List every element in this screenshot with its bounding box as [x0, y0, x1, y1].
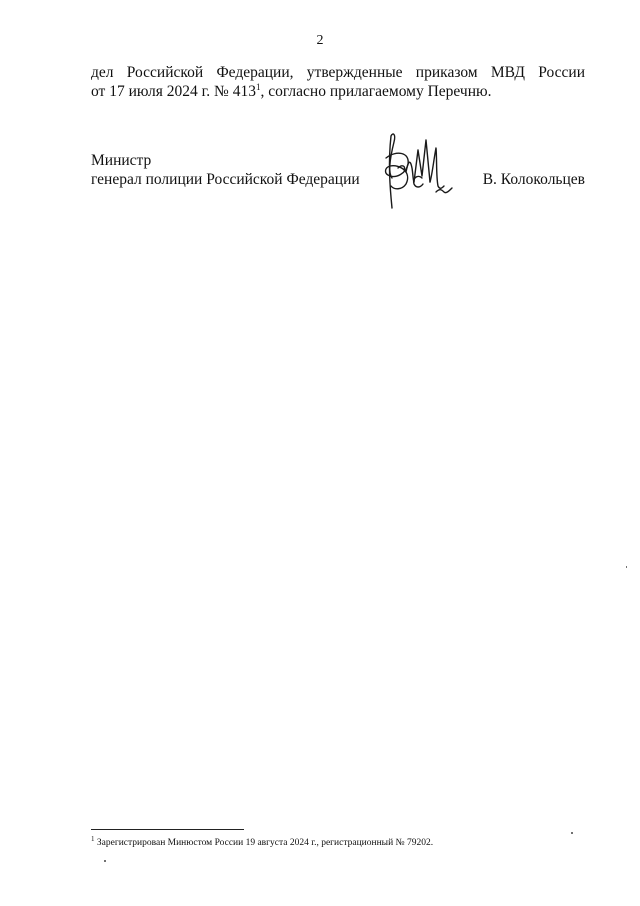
scan-speck	[571, 832, 573, 834]
footnote-mark: 1	[91, 834, 95, 843]
body-line-1: дел Российской Федерации, утвержденные приказом МВД России	[91, 64, 585, 81]
signatory-title	[91, 151, 360, 189]
body-paragraph	[91, 63, 585, 101]
page-number: 2	[316, 33, 324, 48]
footnote-reference: 1	[255, 81, 261, 92]
footnote-divider	[91, 829, 244, 830]
signatory-name: В. Колокольцев	[482, 171, 585, 188]
handwritten-signature-icon	[376, 128, 456, 210]
scan-speck	[104, 860, 106, 862]
signatory-position: Министр	[91, 152, 152, 169]
scan-speck	[626, 566, 627, 568]
footnote	[91, 834, 434, 849]
footnote-text: Зарегистрирован Минюстом России 19 августа 2024 г., регистрационный № 79202.	[96, 838, 434, 848]
body-line-2-start: от 17 июля 2024 г. № 413	[91, 83, 256, 100]
body-line-2-end: , согласно прилагаемому Перечню.	[260, 83, 492, 100]
body-line-2	[91, 82, 585, 101]
signatory-rank: генерал полиции Российской Федерации	[91, 171, 360, 188]
